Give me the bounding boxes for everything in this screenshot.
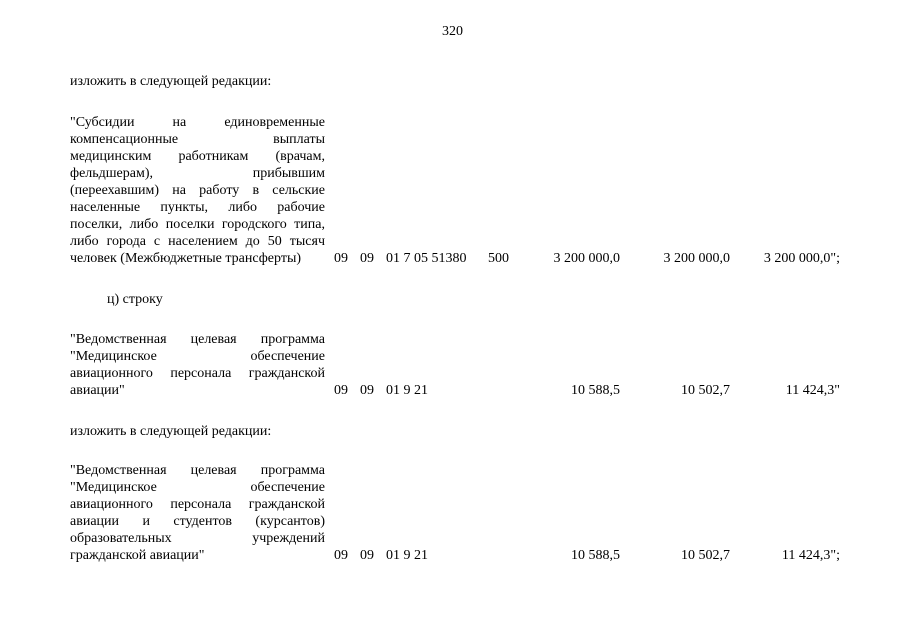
description-line: "Субсидии на единовременные xyxy=(70,115,325,130)
amount-year-1: 10 588,5 xyxy=(571,383,620,398)
row-description xyxy=(70,114,325,267)
amount-year-3: 11 424,3"; xyxy=(781,548,840,563)
amount-year-3: 3 200 000,0"; xyxy=(763,251,840,266)
target-item-code: 01 9 21 xyxy=(386,548,428,563)
amount-year-2: 10 502,7 xyxy=(681,383,730,398)
description-line: "Ведомственная целевая программа xyxy=(70,332,325,347)
description-line: образовательных учреждений xyxy=(70,531,325,546)
description-line: "Медицинское обеспечение xyxy=(70,349,325,364)
row-description xyxy=(70,462,325,564)
section-code: 09 xyxy=(334,548,348,563)
expense-type-code: 500 xyxy=(488,251,509,266)
description-line: либо города с населением до 50 тысяч xyxy=(70,234,325,249)
amount-year-2: 3 200 000,0 xyxy=(663,251,730,266)
description-line: "Ведомственная целевая программа xyxy=(70,463,325,478)
page-number: 320 xyxy=(442,24,463,39)
description-line: авиации" xyxy=(70,383,125,398)
description-line: фельдшерам), прибывшим xyxy=(70,166,325,181)
amount-year-2: 10 502,7 xyxy=(681,548,730,563)
amount-year-3: 11 424,3" xyxy=(785,383,840,398)
subsection-code: 09 xyxy=(360,548,374,563)
section-code: 09 xyxy=(334,251,348,266)
target-item-code: 01 9 21 xyxy=(386,383,428,398)
instruction-paragraph: ц) строку xyxy=(107,292,163,307)
description-line: (переехавшим) на работу в сельские xyxy=(70,183,325,198)
description-line: гражданской авиации" xyxy=(70,548,205,563)
description-line: населенные пункты, либо рабочие xyxy=(70,200,325,215)
instruction-paragraph: изложить в следующей редакции: xyxy=(70,74,272,89)
description-line: человек (Межбюджетные трансферты) xyxy=(70,251,302,266)
row-description xyxy=(70,331,325,399)
amount-year-1: 3 200 000,0 xyxy=(553,251,620,266)
description-line: поселки, либо поселки городского типа, xyxy=(70,217,325,232)
subsection-code: 09 xyxy=(360,251,374,266)
subsection-code: 09 xyxy=(360,383,374,398)
amount-year-1: 10 588,5 xyxy=(571,548,620,563)
description-line: "Медицинское обеспечение xyxy=(70,480,325,495)
description-line: медицинским работникам (врачам, xyxy=(70,149,325,164)
description-line: авиационного персонала гражданской xyxy=(70,497,325,512)
instruction-paragraph: изложить в следующей редакции: xyxy=(70,424,272,439)
description-line: компенсационные выплаты xyxy=(70,132,325,147)
section-code: 09 xyxy=(334,383,348,398)
description-line: авиационного персонала гражданской xyxy=(70,366,325,381)
target-item-code: 01 7 05 51380 xyxy=(386,251,467,266)
description-line: авиации и студентов (курсантов) xyxy=(70,514,325,529)
